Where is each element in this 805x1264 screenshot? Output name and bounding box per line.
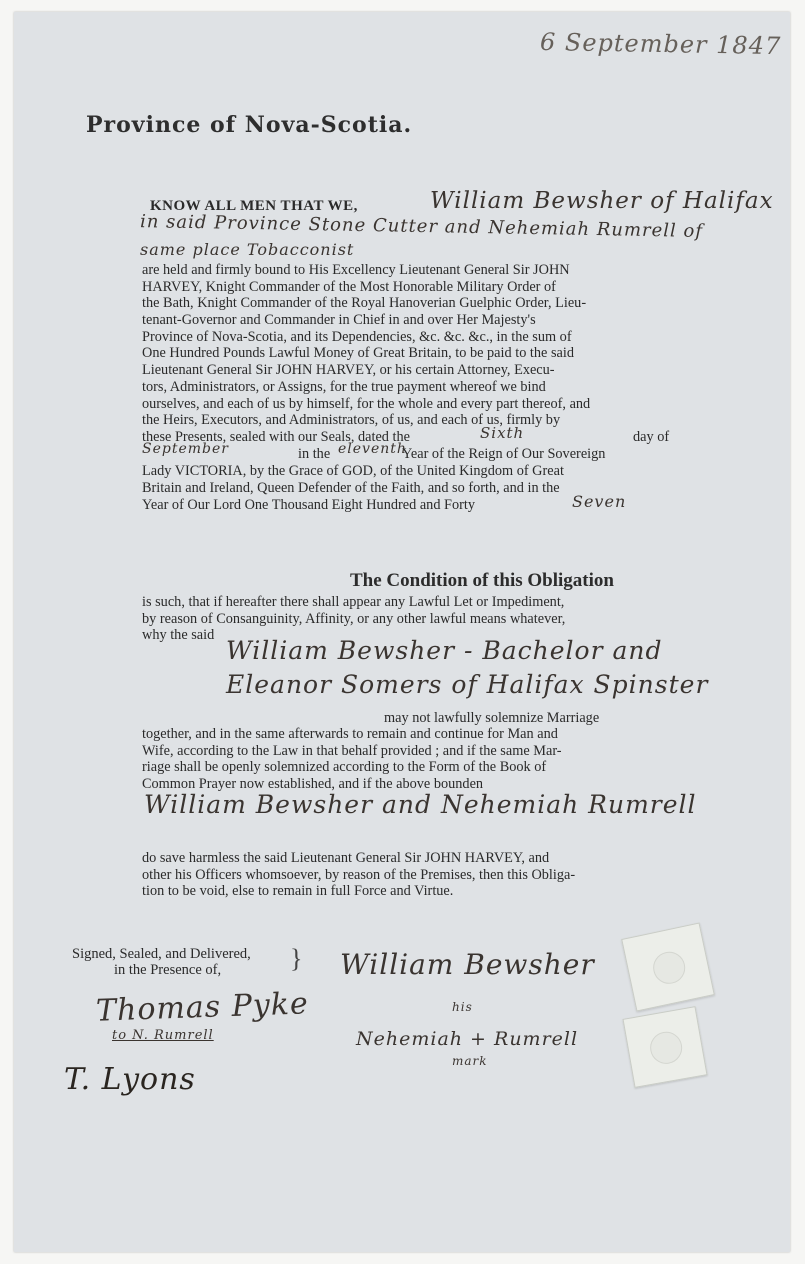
marriage-text-line: Common Prayer now established, and if the above bounden — [142, 776, 484, 793]
bond-line: are held and firmly bound to His Excellency Lieutenant General Sir JOHN — [142, 262, 570, 278]
victoria-line: Britain and Ireland, Queen Defender of the Faith, and so forth, and in the — [142, 479, 560, 496]
signed-line-2: in the Presence of, — [114, 962, 222, 978]
bound-names-line-3: same place Tobacconist — [140, 240, 355, 259]
reign-line-b: Year of the Reign of Our Sovereign — [402, 446, 606, 462]
save-line: other his Officers whomsoever, by reason of the Premises, then this Obliga- — [142, 866, 576, 883]
bond-line: HARVEY, Knight Commander of the Most Honorable Military Order of — [142, 278, 556, 295]
save-line: tion to be void, else to remain in full Force and Virtue. — [142, 883, 454, 900]
year-hand: Seven — [572, 492, 627, 511]
save-line: do save harmless the said Lieutenant General Sir JOHN HARVEY, and — [142, 850, 550, 866]
wax-seal-lower — [622, 1006, 707, 1088]
bond-line: Province of Nova-Scotia, and its Dependencies, &c. &c. &c., in the sum of — [142, 328, 572, 345]
bride-hand: Eleanor Somers of Halifax Spinster — [226, 670, 709, 699]
marriage-paragraph — [142, 726, 676, 793]
intro-text: KNOW ALL MEN THAT WE, — [150, 198, 358, 214]
signature-his: his — [452, 1000, 473, 1014]
witness-2: T. Lyons — [64, 1062, 196, 1097]
bond-paragraph — [142, 262, 676, 429]
save-paragraph — [142, 850, 676, 900]
dated-day: Sixth — [480, 424, 525, 442]
condition-line: why the said — [142, 627, 215, 644]
witness-1-note: to N. Rumrell — [112, 1028, 214, 1043]
dated-line-b: day of — [633, 429, 670, 445]
brace-mark: } — [290, 944, 303, 973]
reign-line-a: in the — [298, 446, 331, 462]
signed-line-1: Signed, Sealed, and Delivered, — [72, 946, 251, 962]
signature-mark: mark — [452, 1054, 488, 1068]
date-annotation: 6 September 1847 — [539, 27, 782, 61]
bond-line: tors, Administrators, or Assigns, for the true payment whereof we bind — [142, 378, 546, 395]
marriage-text-line: riage shall be openly solemnized according to the Form of the Book of — [142, 759, 547, 776]
signature-rumrell: Nehemiah + Rumrell — [356, 1028, 579, 1050]
bond-line: One Hundred Pounds Lawful Money of Great Britain, to be paid to the said — [142, 345, 574, 362]
bound-names-line-2: in said Province Stone Cutter and Nehemiah Rumrell of — [139, 211, 704, 242]
witness-1: Thomas Pyke — [95, 986, 310, 1029]
marriage-line: may not lawfully solemnize Marriage — [384, 710, 600, 726]
bounden-hand: William Bewsher and Nehemiah Rumrell — [144, 790, 697, 819]
victoria-line: Lady VICTORIA, by the Grace of GOD, of the United Kingdom of Great — [142, 463, 564, 479]
document-heading: Province of Nova-Scotia. — [86, 112, 413, 138]
bound-names-line-1: William Bewsher of Halifax — [430, 188, 774, 214]
groom-hand: William Bewsher - Bachelor and — [226, 636, 663, 665]
condition-title: The Condition of this Obligation — [350, 570, 614, 591]
reign-year: eleventh — [338, 441, 407, 457]
marriage-text-line: together, and in the same afterwards to remain and continue for Man and — [142, 726, 558, 742]
condition-line: by reason of Consanguinity, Affinity, or any other lawful means whatever, — [142, 610, 566, 627]
marriage-text-line: Wife, according to the Law in that behalf provided ; and if the same Mar- — [142, 742, 562, 759]
condition-line: is such, that if hereafter there shall appear any Lawful Let or Impediment, — [142, 594, 565, 610]
bond-line: Lieutenant General Sir JOHN HARVEY, or his certain Attorney, Execu- — [142, 362, 555, 379]
signature-bewsher: William Bewsher — [340, 948, 595, 981]
bond-line: tenant-Governor and Commander in Chief in and over Her Majesty's — [142, 312, 536, 329]
year-line: Year of Our Lord One Thousand Eight Hundred and Forty — [142, 497, 476, 513]
bond-line: the Heirs, Executors, and Administrators, of us, and each of us, firmly by — [142, 412, 561, 429]
dated-month: September — [142, 441, 229, 457]
dated-line-a: these Presents, sealed with our Seals, dated the — [142, 429, 410, 445]
bond-line: the Bath, Knight Commander of the Royal Hanoverian Guelphic Order, Lieu- — [142, 295, 587, 312]
bond-line: ourselves, and each of us by himself, for the whole and every part thereof, and — [142, 395, 591, 412]
